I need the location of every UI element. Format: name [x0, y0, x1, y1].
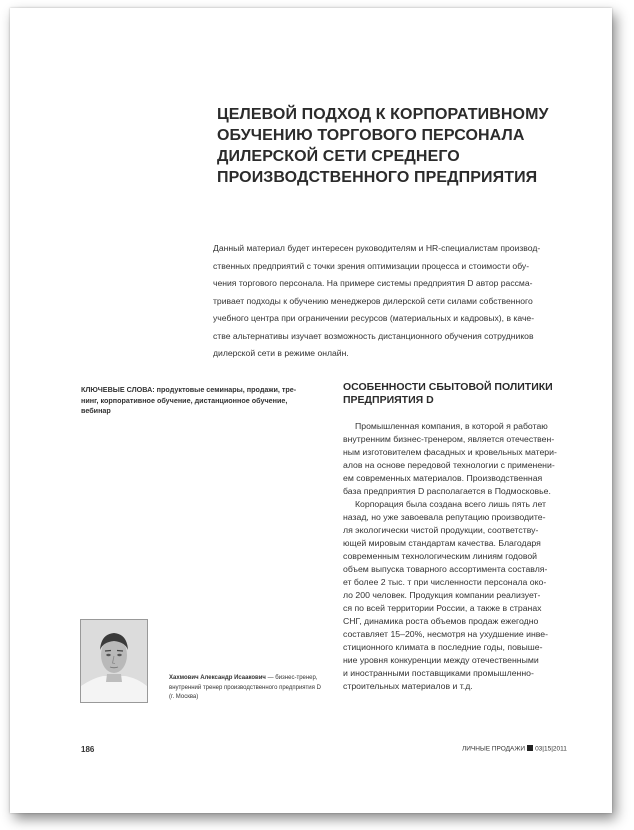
caption-line: внутренний тренер производственного предприятия D: [169, 684, 321, 691]
lead-line: чения торгового персонала. На примере системы предприятия D автор рассма-: [213, 278, 533, 288]
body-line: и иностранными поставщиками промышленно-: [343, 668, 534, 678]
title-line: ЦЕЛЕВОЙ ПОДХОД К КОРПОРАТИВНОМУ: [217, 106, 549, 123]
lead-line: дилерской сети в режиме онлайн.: [213, 348, 349, 358]
page-content: [10, 8, 612, 813]
running-footer: [462, 745, 567, 753]
body-line: стиционного климата в последние годы, повыше-: [343, 642, 543, 652]
keywords-line: [81, 396, 316, 407]
body-line: ся по всей территории России, а также в странах: [343, 603, 542, 613]
magazine-title: ЛИЧНЫЕ ПРОДАЖИ: [462, 745, 526, 753]
body-line: ло 200 человек. Продукция компании реализует-: [343, 590, 541, 600]
body-line: объем выпуска товарного ассортимента составля-: [343, 564, 548, 574]
keywords-text: вебинар: [81, 406, 111, 415]
keywords-line: [81, 406, 316, 417]
lead-line: ственных предприятий с точки зрения оптимизации процесса и стоимости обу-: [213, 260, 530, 271]
body-line: ние уровня конкуренции между отечественными: [343, 655, 539, 665]
body-line: строительных материалов и т.д.: [343, 681, 473, 691]
keywords-line: [81, 385, 316, 396]
page-number: 186: [81, 745, 95, 754]
lead-line: учебного центра при ограничении ресурсов (материальных и кадровых), в каче-: [213, 313, 535, 323]
body-line: внутренним бизнес-тренером, является отечествен-: [343, 434, 555, 444]
body-line: ля экологически чистой продукции, соответству-: [343, 525, 539, 535]
body-line: составляет 15–20%, несмотря на ухудшение инве-: [343, 629, 549, 639]
lead-line: стве альтернативы изучает возможность дистанционного обучения сотрудников: [213, 330, 534, 341]
section-heading-line: ПРЕДПРИЯТИЯ D: [343, 393, 434, 406]
title-line: ОБУЧЕНИЮ ТОРГОВОГО ПЕРСОНАЛА: [217, 127, 525, 144]
section-heading: [343, 381, 593, 406]
lead-line: тривает подходы к обучению менеджеров дилерской сети силами собственного: [213, 295, 533, 306]
author-name: Хахмович Александр Исаакович: [169, 675, 266, 681]
article-lead: [213, 240, 591, 363]
magazine-page: [10, 8, 612, 813]
body-line: ющей мировым стандартам качества. Благодаря: [343, 538, 541, 548]
body-line: назад, но уже завоевала репутацию производите-: [343, 512, 546, 522]
body-line: Промышленная компания, в которой я работаю: [355, 421, 548, 431]
body-line: база предприятия D располагается в Подмосковье.: [343, 486, 551, 496]
author-role: — бизнес-тренер,: [265, 675, 318, 681]
body-line: ем современных материалов. Производственная: [343, 473, 543, 483]
body-line: алов на основе передовой технологии с применени-: [343, 460, 555, 470]
article-title: [217, 104, 587, 188]
section-body: [343, 420, 593, 693]
author-photo: [80, 619, 148, 703]
title-line: ПРОИЗВОДСТВЕННОГО ПРЕДПРИЯТИЯ: [217, 169, 538, 186]
keywords-label: КЛЮЧЕВЫЕ СЛОВА:: [81, 385, 155, 394]
caption-line: [169, 674, 339, 684]
author-caption: [169, 674, 339, 703]
title-line: ДИЛЕРСКОЙ СЕТИ СРЕДНЕГО: [217, 148, 460, 165]
body-line: современным технологическим линиям годовой: [343, 551, 538, 561]
lead-line: Данный материал будет интересен руководителям и HR-специалистам производ-: [213, 243, 541, 253]
keywords-text: продуктовые семинары, продажи, тре-: [154, 385, 297, 394]
issue-number: 03|15|2011: [535, 745, 567, 753]
body-line: Корпорация была создана всего лишь пять лет: [355, 499, 546, 509]
square-icon: [527, 745, 533, 751]
keywords-block: [81, 385, 316, 417]
keywords-text: нинг, корпоративное обучение, дистанционное обучение,: [81, 395, 288, 405]
author-portrait-icon: [81, 620, 147, 702]
body-line: ным изготовителем фасадных и кровельных матери-: [343, 447, 557, 457]
body-line: ет более 2 тыс. т при численности персонала око-: [343, 577, 547, 587]
caption-line: (г. Москва): [169, 694, 199, 700]
section-heading-line: ОСОБЕННОСТИ СБЫТОВОЙ ПОЛИТИКИ: [343, 381, 553, 393]
body-line: СНГ, динамика роста объемов продаж ежегодно: [343, 616, 539, 626]
